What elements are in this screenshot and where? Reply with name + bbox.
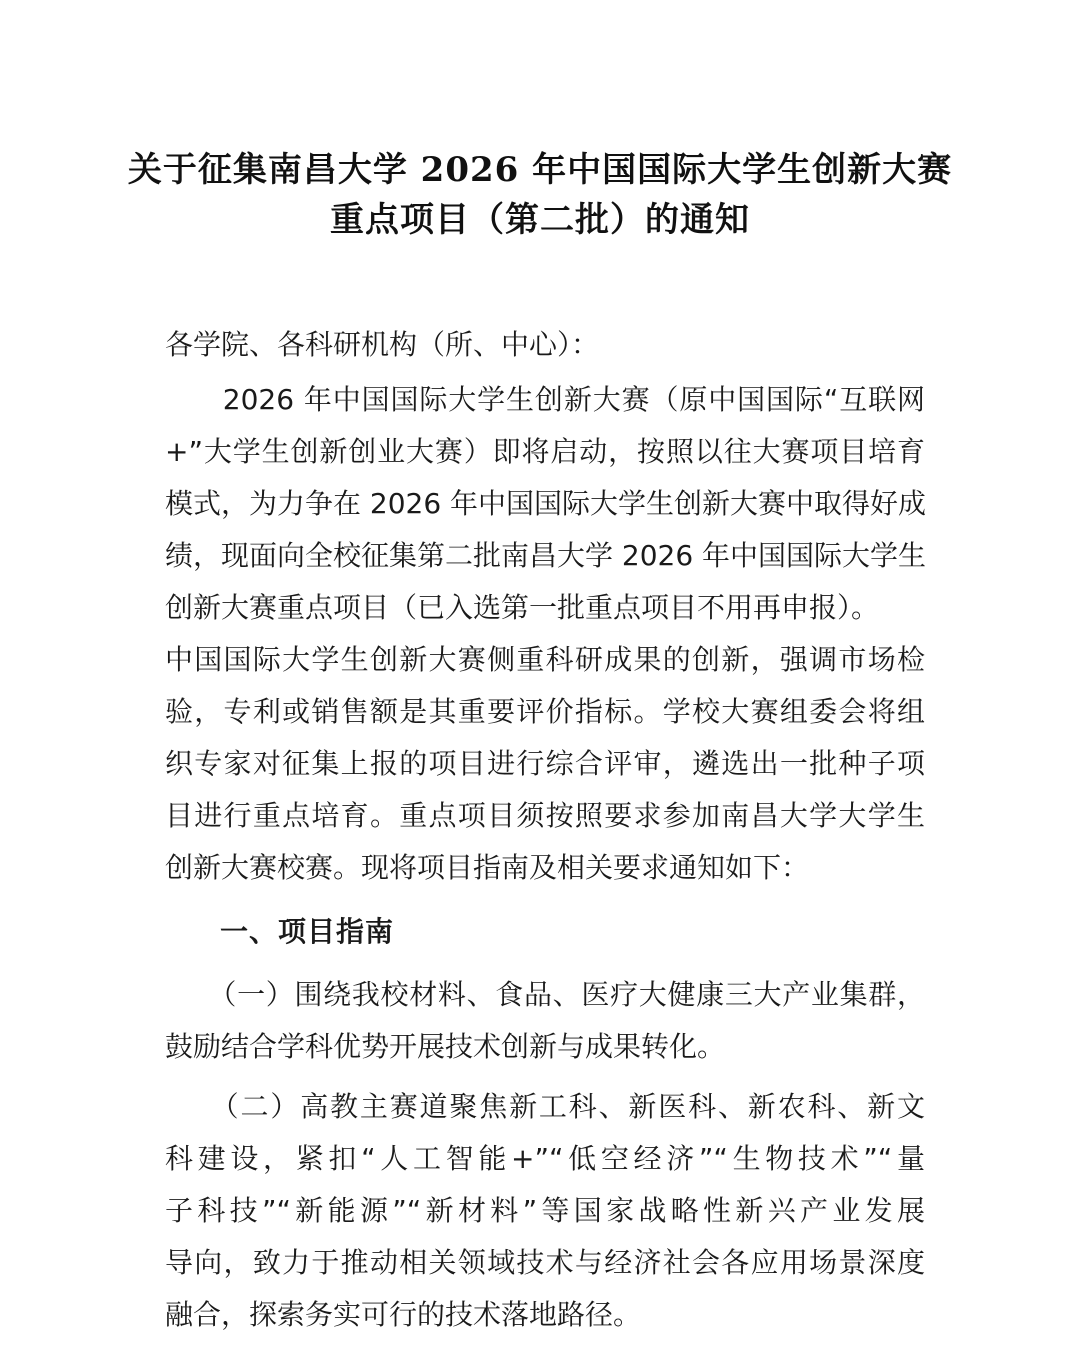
intro-line-6: 中国国际大学生创新大赛侧重科研成果的创新，强调市场检 xyxy=(165,643,925,676)
intro-line-2: +”大学生创新创业大赛）即将启动，按照以往大赛项目培育 xyxy=(165,435,925,468)
item-2-line-4: 导向，致力于推动相关领域技术与经济社会各应用场景深度 xyxy=(165,1246,925,1279)
salutation: 各学院、各科研机构（所、中心）： xyxy=(165,328,600,361)
item-1-line-1: （一）围绕我校材料、食品、医疗大健康三大产业集群， xyxy=(165,978,925,1011)
intro-line-1: 2026 年中国国际大学生创新大赛（原中国国际“互联网 xyxy=(165,383,925,416)
intro-line-8: 织专家对征集上报的项目进行综合评审，遴选出一批种子项 xyxy=(165,747,925,780)
intro-line-4: 绩，现面向全校征集第二批南昌大学 2026 年中国国际大学生 xyxy=(165,539,927,572)
document-title-line-2: 重点项目（第二批）的通知 xyxy=(330,200,750,240)
intro-line-7: 验，专利或销售额是其重要评价指标。学校大赛组委会将组 xyxy=(165,695,925,728)
intro-line-5: 创新大赛重点项目（已入选第一批重点项目不用再申报）。 xyxy=(165,591,880,624)
item-2-line-1: （二）高教主赛道聚焦新工科、新医科、新农科、新文 xyxy=(165,1090,925,1123)
intro-line-9: 目进行重点培育。重点项目须按照要求参加南昌大学大学生 xyxy=(165,799,925,832)
item-1-line-2: 鼓励结合学科优势开展技术创新与成果转化。 xyxy=(165,1030,726,1063)
intro-line-10: 创新大赛校赛。现将项目指南及相关要求通知如下： xyxy=(165,851,810,884)
intro-line-3: 模式，为力争在 2026 年中国国际大学生创新大赛中取得好成 xyxy=(165,487,927,520)
item-2-line-5: 融合，探索务实可行的技术落地路径。 xyxy=(165,1298,642,1331)
section-heading: 一、项目指南 xyxy=(220,915,395,948)
item-2-line-3: 子科技”“新能源”“新材料”等国家战略性新兴产业发展 xyxy=(165,1194,925,1227)
item-2-line-2: 科建设，紧扣“人工智能+”“低空经济”“生物技术”“量 xyxy=(165,1142,925,1175)
document-title-line-1: 关于征集南昌大学 2026 年中国国际大学生创新大赛 xyxy=(127,150,953,190)
